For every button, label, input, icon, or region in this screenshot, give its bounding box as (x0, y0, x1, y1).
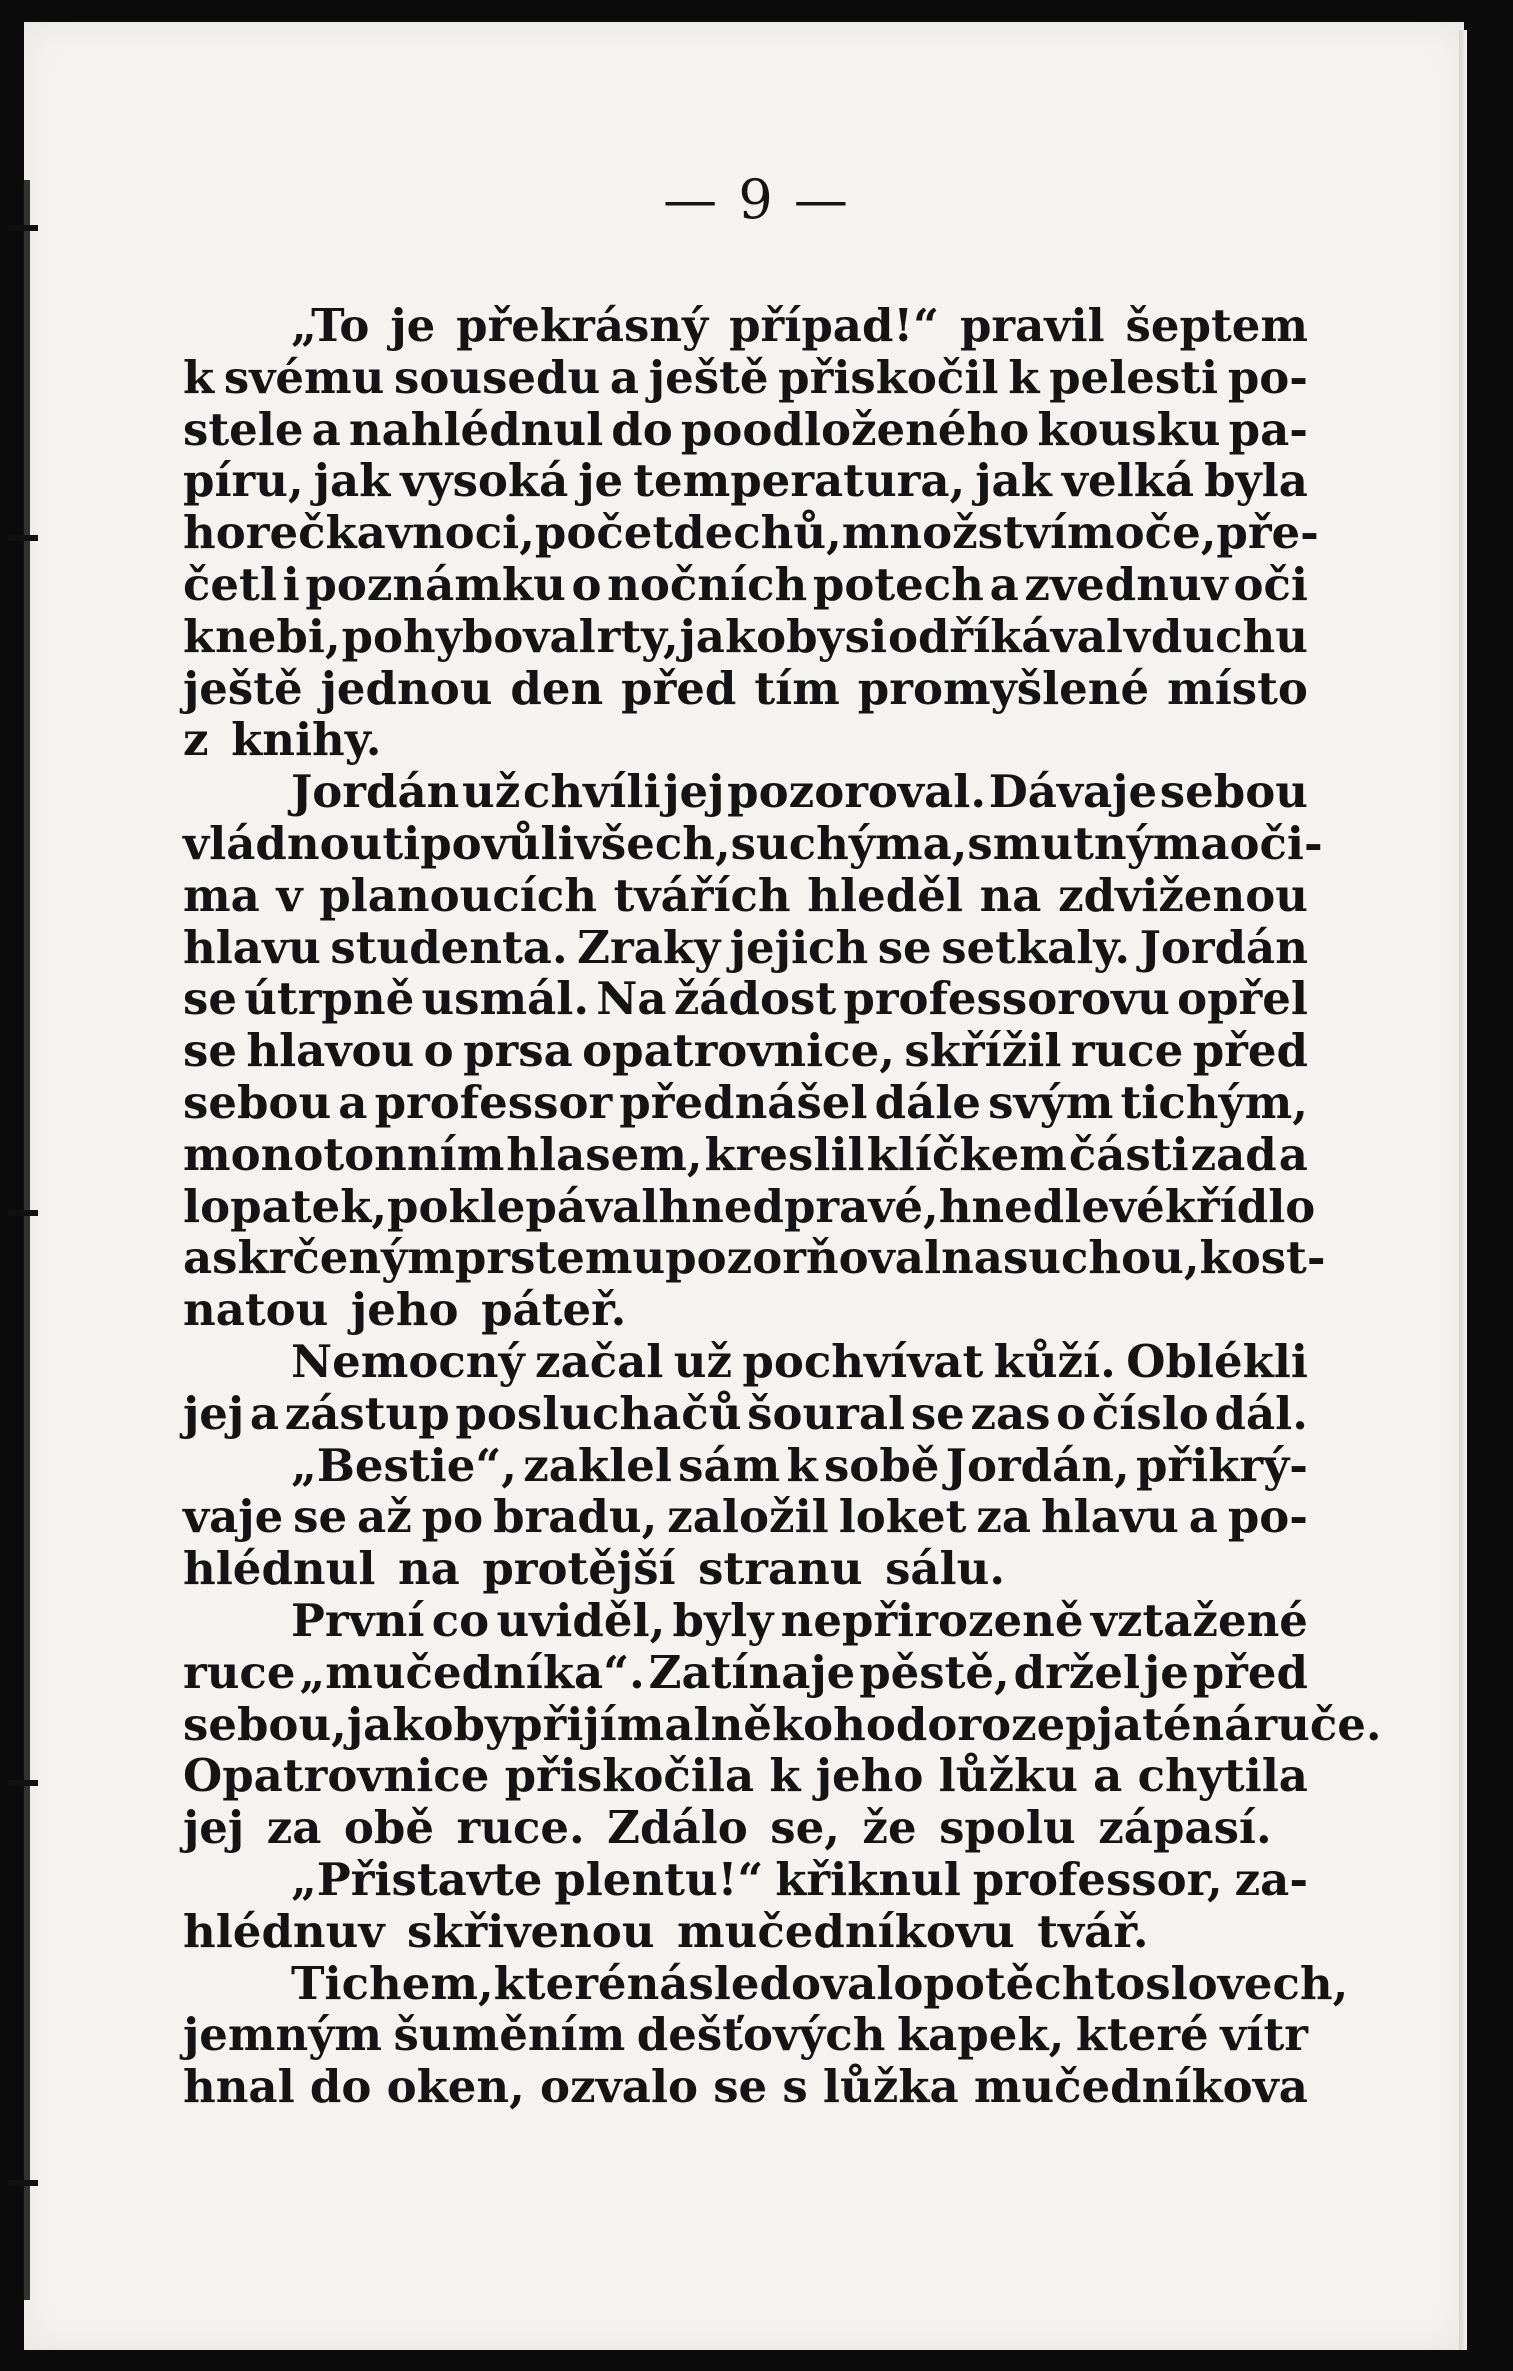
page-edge-shadow (1459, 30, 1467, 2350)
text-line: „Bestie“, zaklel sám k sobě Jordán, přikrý- (291, 1438, 1308, 1492)
text-line: „Přistavte plentu!“ křiknul professor, za- (291, 1852, 1308, 1906)
text-line: sebou, jakoby přijímal někoho do rozepjaté náruče. (183, 1697, 1382, 1751)
text-line: sebou a professor přednášel dále svým tichým, (183, 1075, 1308, 1129)
text-line: a skrčeným prstem upozorňoval na suchou, kost- (183, 1231, 1326, 1285)
text-line: jemným šuměním dešťových kapek, které vítr (183, 2008, 1308, 2062)
binding-edge (22, 180, 40, 2300)
text-line: hlédnul na protější stranu sálu. (183, 1542, 1006, 1596)
text-line: jej za obě ruce. Zdálo se, že spolu zápasí. (183, 1801, 1272, 1855)
text-line: jej a zástup posluchačů šoural se zas o číslo dál. (183, 1386, 1308, 1440)
text-line: natou jeho páteř. (183, 1283, 627, 1337)
text-line: z knihy. (183, 713, 382, 767)
text-line: k nebi, pohyboval rty, jakoby si odříkával v duchu (183, 609, 1308, 663)
text-line: monotonním hlasem, kreslil klíčkem části zad a (183, 1127, 1308, 1181)
text-line: První co uviděl, byly nepřirozeně vztažené (291, 1593, 1308, 1647)
text-line: k svému sousedu a ještě přiskočil k pelesti po- (183, 350, 1308, 404)
text-line: Opatrovnice přiskočila k jeho lůžku a chytila (183, 1749, 1308, 1803)
binding-tick (8, 535, 38, 541)
body-text (183, 299, 1382, 2114)
text-line: horečka v noci, počet dechů, množství moče, pře- (183, 506, 1319, 560)
text-line: Tichem, které následovalo po těchto slovech, (291, 1956, 1349, 2010)
text-line: četl i poznámku o nočních potech a zvednuv oči (183, 557, 1308, 611)
text-line: ruce „mučedníka“. Zatínaje pěstě, držel je před (183, 1645, 1308, 1699)
binding-tick (8, 2180, 38, 2186)
text-line: ma v planoucích tvářích hleděl na zdviženou (183, 868, 1308, 922)
text-line: stele a nahlédnul do poodloženého kousku pa- (183, 402, 1308, 456)
text-line: hlédnuv skřivenou mučedníkovu tvář. (183, 1904, 1149, 1958)
text-line: hlavu studenta. Zraky jejich se setkaly. Jordán (183, 920, 1308, 974)
text-line: vaje se až po bradu, založil loket za hlavu a po- (183, 1490, 1308, 1544)
page-number: — 9 — (663, 168, 850, 231)
text-line: píru, jak vysoká je temperatura, jak velká byla (183, 454, 1308, 508)
text-line: hnal do oken, ozvalo se s lůžka mučedníkova (183, 2060, 1308, 2114)
text-line: ještě jednou den před tím promyšlené místo (183, 661, 1308, 715)
text-line: vládnouti po vůli všech, suchýma, smutnýma oči- (183, 816, 1323, 870)
text-line: „To je překrásný případ!“ pravil šeptem (291, 299, 1308, 352)
text-line: se útrpně usmál. Na žádost professorovu opřel (183, 972, 1308, 1026)
binding-tick (8, 1780, 38, 1786)
text-line: Jordán už chvíli jej pozoroval. Dávaje sebou (291, 765, 1308, 819)
text-line: se hlavou o prsa opatrovnice, skřížil ruce před (183, 1024, 1308, 1078)
text-line: lopatek, poklepával hned pravé, hned levé křídlo (183, 1179, 1316, 1233)
text-line: Nemocný začal už pochvívat kůží. Oblékli (291, 1334, 1308, 1388)
binding-tick (8, 1210, 38, 1216)
